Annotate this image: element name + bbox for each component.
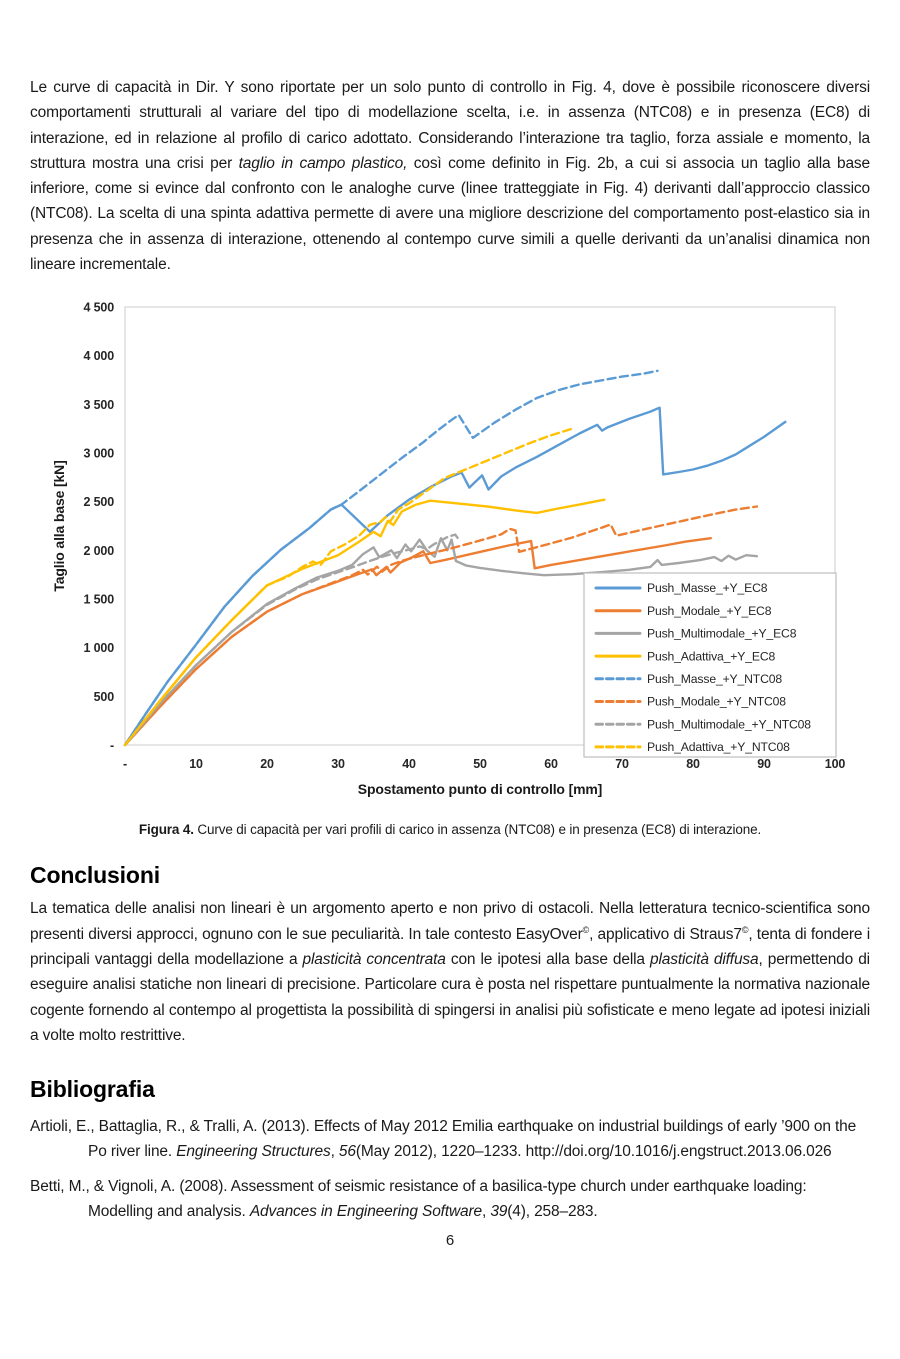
reference-item [30, 1114, 870, 1164]
text-run: , applicativo di Straus7 [589, 925, 742, 943]
reference-item [30, 1174, 870, 1224]
legend-label: Push_Modale_+Y_EC8 [647, 604, 772, 619]
text-run: , tenta di fondere i principali vantaggi della modellazione a [30, 925, 870, 968]
text-run: 39 [490, 1203, 508, 1221]
conclusions-heading: Conclusioni [30, 862, 160, 889]
y-tick-label: 1 000 [83, 641, 114, 656]
x-tick-label: - [122, 757, 128, 772]
figure-4 [30, 295, 870, 816]
legend-label: Push_Multimodale_+Y_EC8 [647, 626, 797, 641]
y-tick-label: 2 000 [83, 544, 114, 559]
bibliography-heading: Bibliografia [30, 1076, 155, 1103]
figure-caption [30, 820, 870, 840]
y-tick-label: - [109, 738, 114, 753]
x-tick-label: 90 [757, 757, 771, 772]
text-run: (4), 258–283. [507, 1203, 598, 1221]
conclusions-paragraph [30, 896, 870, 1048]
text-run: plasticità diffusa [649, 950, 759, 968]
legend-label: Push_Multimodale_+Y_NTC08 [647, 717, 811, 732]
text-run: 56 [338, 1143, 356, 1161]
series-Push_Masse_+Y_NTC08 [125, 371, 658, 745]
x-tick-label: 10 [189, 757, 203, 772]
intro-paragraph [30, 75, 870, 277]
series-Push_Multimodale_+Y_NTC08 [125, 535, 460, 745]
y-axis-title: Taglio alla base [kN] [51, 460, 67, 592]
text-run: plasticità concentrata [302, 950, 446, 968]
series-Push_Adattiva_+Y_EC8 [125, 500, 604, 745]
text-run: © [582, 924, 590, 935]
x-tick-label: 50 [473, 757, 487, 772]
text-run: così come definito in Fig. 2b, a cui si associa un taglio alla base inferiore, come si evince dal confronto con le analoghe curve (linee tratteggiate in Fig. 4) derivanti dall’approccio classico (NTC08). La scelta di una spinta adattiva permette di avere una migliore descrizione del comportamento post-elastico sia in presenza che in assenza di interazione, ottenendo al contempo curve simili a quelle derivanti da un’analisi dinamica non lineare incrementale. [30, 154, 870, 274]
text-run: (May 2012), 1220–1233. http://doi.org/10.1016/j.engstruct.2013.06.026 [355, 1143, 832, 1161]
x-tick-label: 60 [544, 757, 558, 772]
x-tick-label: 30 [331, 757, 345, 772]
text-run: La tematica delle analisi non lineari è un argomento aperto e non privo di ostacoli. Nella letteratura tecnico-scientifica sono presenti diversi approcci, ognuno con le sue peculiarità. In tale contesto EasyOver [30, 900, 870, 943]
text-run: Betti, M., & Vignoli, A. (2008). Assessment of seismic resistance of a basilica-type church under earthquake loading: Modelling and analysis. [30, 1178, 807, 1221]
x-tick-label: 100 [824, 757, 846, 772]
y-tick-label: 1 500 [83, 592, 114, 607]
series-Push_Adattiva_+Y_NTC08 [125, 429, 572, 745]
text-run: Le curve di capacità in Dir. Y sono riportate per un solo punto di controllo in Fig. 4, dove è possibile riconoscere diversi comportamenti strutturali al variare del tipo di modellazione scelta, i.e. in assenza (NTC08) e in presenza (EC8) di interazione, ed in relazione al profilo di carico adottato. Considerando l’interazione tra taglio, forza assiale e momento, la struttura mostra una crisi per [30, 79, 870, 172]
text-run: , permettendo di eseguire analisi statiche non lineari di precisione. Particolare cura è posta nel rispettare puntualmente la normativa nazionale cogente fornendo al contempo al progettista la possibilità di spingersi in analisi più sofisticate e meno legate ad ipotesi iniziali a volte molto restrittive. [30, 950, 870, 1044]
text-run: Engineering Structures [176, 1143, 331, 1161]
legend-label: Push_Modale_+Y_NTC08 [647, 695, 786, 710]
y-tick-label: 3 000 [83, 446, 114, 461]
capacity-chart [30, 295, 870, 811]
text-run: Artioli, E., Battaglia, R., & Tralli, A. (2013). Effects of May 2012 Emilia earthquake on industrial buildings of early ’900 on the Po river line. [30, 1118, 857, 1161]
text-run: taglio in campo plastico, [238, 154, 408, 172]
text-run: , [330, 1143, 339, 1161]
y-tick-label: 500 [93, 690, 114, 705]
legend-label: Push_Adattiva_+Y_EC8 [647, 649, 776, 664]
x-tick-label: 40 [402, 757, 416, 772]
legend-label: Push_Masse_+Y_NTC08 [647, 672, 783, 687]
x-tick-label: 20 [260, 757, 274, 772]
legend-label: Push_Adattiva_+Y_NTC08 [647, 740, 790, 755]
text-run: , [482, 1203, 491, 1221]
text-run: Curve di capacità per vari profili di carico in assenza (NTC08) e in presenza (EC8) di interazione. [193, 822, 762, 838]
text-run: con le ipotesi alla base della [445, 950, 650, 968]
x-tick-label: 70 [615, 757, 629, 772]
legend-label: Push_Masse_+Y_EC8 [647, 581, 768, 596]
text-run: Advances in Engineering Software [249, 1203, 482, 1221]
page-number: 6 [445, 1232, 455, 1250]
y-tick-label: 2 500 [83, 495, 114, 510]
y-tick-label: 3 500 [83, 398, 114, 413]
x-axis-title: Spostamento punto di controllo [mm] [357, 781, 603, 798]
y-tick-label: 4 000 [83, 349, 114, 364]
text-run: Figura 4. [138, 822, 194, 838]
y-tick-label: 4 500 [83, 300, 114, 315]
text-run: © [741, 924, 749, 935]
x-tick-label: 80 [686, 757, 700, 772]
